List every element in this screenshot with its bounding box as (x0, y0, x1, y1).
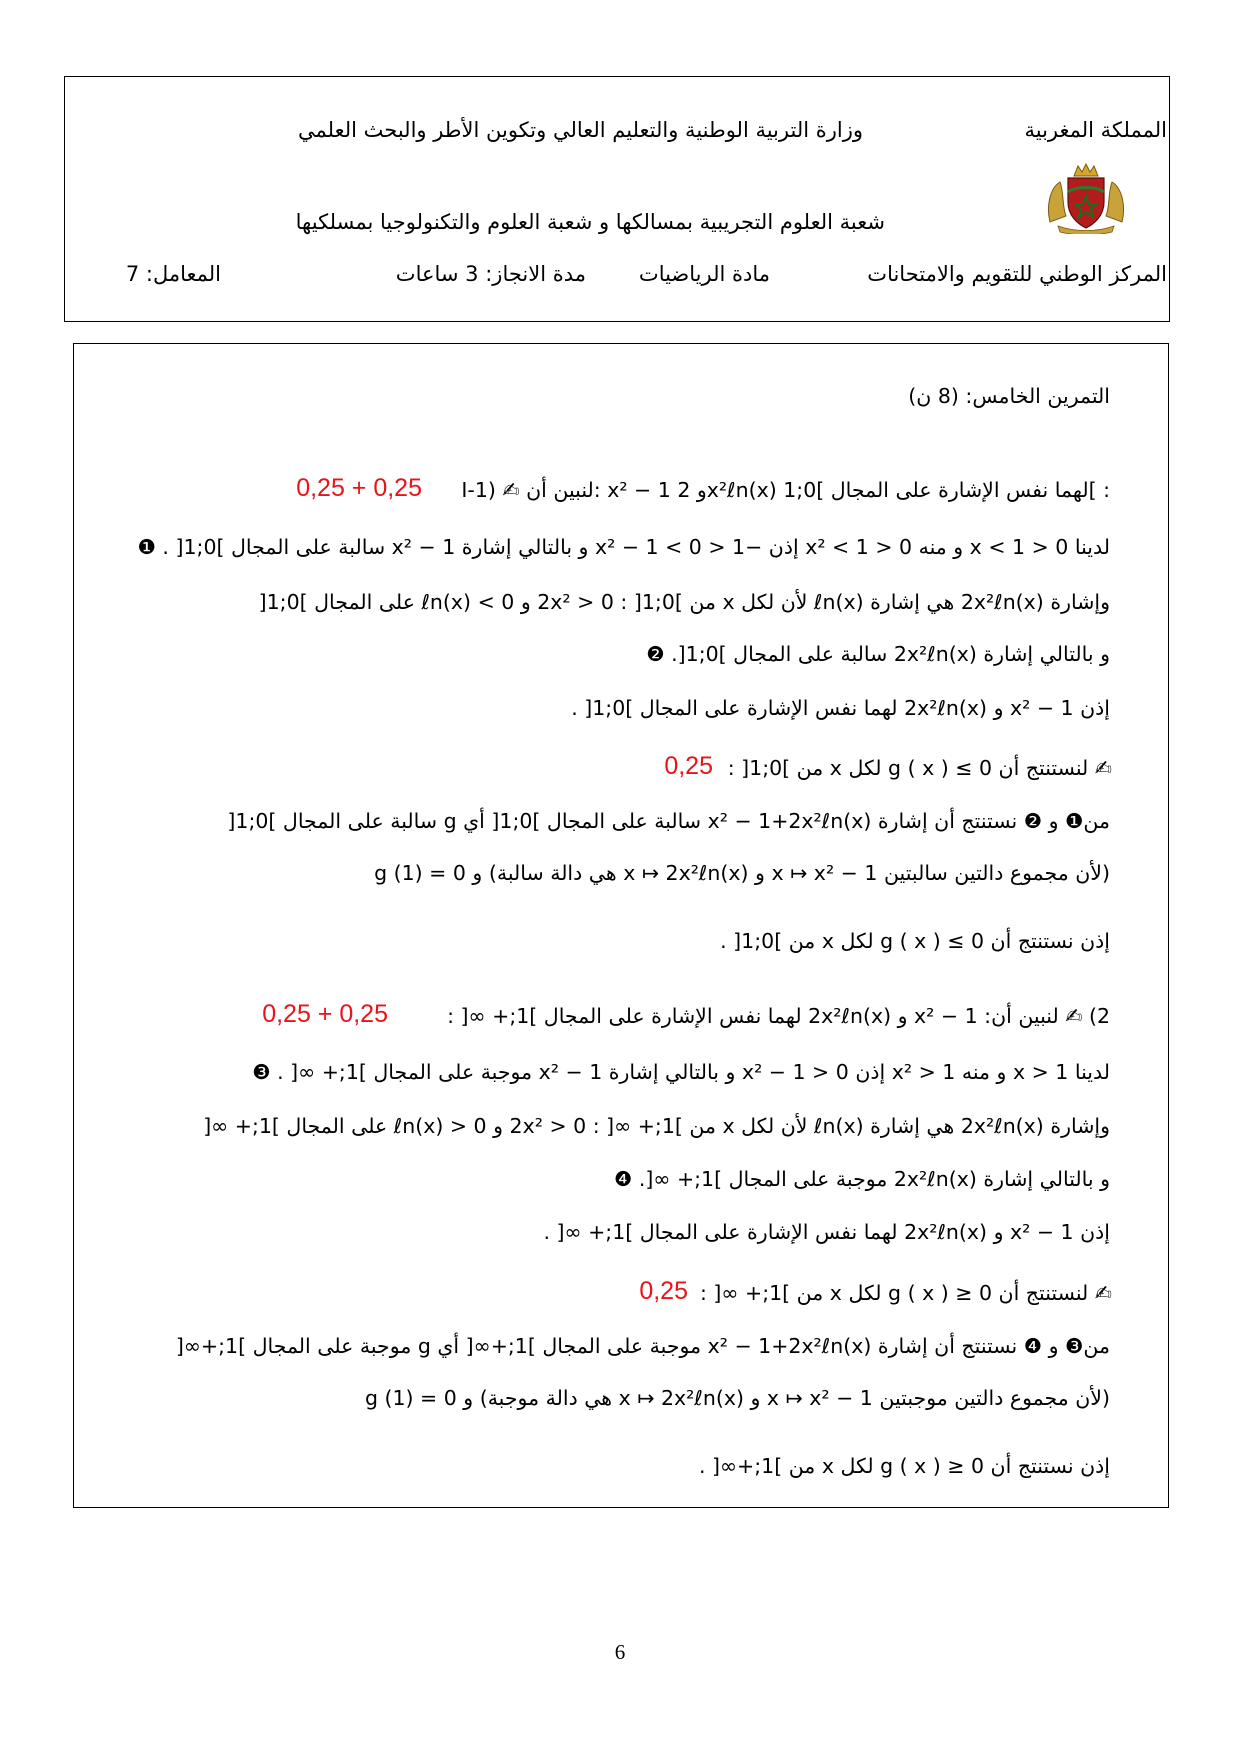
part-1-statement: I-1) ✍ لنبين أن: x² − 1 و 2x²ℓn(x) لهما نفس الإشارة على المجال ]0;1[ : (461, 478, 1110, 502)
line-11: لدينا x > 1 و منه x² > 1 إذن x² − 1 > 0 و بالتالي إشارة x² − 1 موجبة على المجال ]1;+ ∞[ . ❸ (252, 1060, 1110, 1084)
line-2: لدينا 0 < x < 1 و منه 0 < x² < 1 إذن −1 < x² − 1 < 0 و بالتالي إشارة x² − 1 سالبة على المجال ]0;1[ . ❶ (137, 535, 1110, 559)
duration-label: مدة الانجاز: 3 ساعات (395, 262, 586, 286)
line-7: من❶ و ❷ نستنتج أن إشارة x² − 1+2x²ℓn(x) سالبة على المجال ]0;1[ أي g سالبة على المجال ]0;1[ (227, 809, 1110, 833)
exercise-title: التمرين الخامس: (8 ن) (908, 384, 1110, 408)
line-16: من❸ و ❹ نستنتج أن إشارة x² − 1+2x²ℓn(x) موجبة على المجال ]1;+∞[ أي g موجبة على المجال ]1;+∞[ (175, 1334, 1110, 1358)
line-13: و بالتالي إشارة 2x²ℓn(x) موجبة على المجال ]1;+ ∞[. ❹ (613, 1167, 1110, 1191)
line-15: ✍ لنستنتج أن g ( x ) ≥ 0 لكل x من ]1;+ ∞[ : (700, 1281, 1112, 1305)
part-2-statement: 2) ✍ لنبين أن: x² − 1 و 2x²ℓn(x) لهما نفس الإشارة على المجال ]1;+ ∞[ : (447, 1004, 1110, 1028)
ministry-label: وزارة التربية الوطنية والتعليم العالي وتكوين الأطر والبحث العلمي (298, 118, 863, 142)
line-4: و بالتالي إشارة 2x²ℓn(x) سالبة على المجال ]0;1[. ❷ (646, 642, 1110, 666)
line-6: ✍ لنستنتج أن g ( x ) ≤ 0 لكل x من ]0;1[ : (727, 756, 1112, 780)
line-3: وإشارة 2x²ℓn(x) هي إشارة ℓn(x) لأن لكل x من ]0;1[ : 2x² > 0 و ℓn(x) < 0 على المجال ]0;1[ (258, 590, 1110, 614)
line-8: (لأن مجموع دالتين سالبتين x ↦ x² − 1 و x ↦ 2x²ℓn(x) هي دالة سالبة) و g (1) = 0 (374, 861, 1110, 885)
line-15-marks: 0,25 (639, 1277, 688, 1305)
subject-label: مادة الرياضيات (638, 262, 770, 286)
line-12: وإشارة 2x²ℓn(x) هي إشارة ℓn(x) لأن لكل x من ]1;+ ∞[ : 2x² > 0 و ℓn(x) > 0 على المجال ]1;+ ∞[ (203, 1114, 1110, 1138)
branch-label: شعبة العلوم التجريبية بمسالكها و شعبة العلوم والتكنولوجيا بمسلكيها (295, 210, 885, 234)
moroccan-coat-of-arms-icon (1044, 162, 1128, 234)
coefficient-label: المعامل: 7 (125, 262, 221, 286)
line-17: (لأن مجموع دالتين موجبتين x ↦ x² − 1 و x ↦ 2x²ℓn(x) هي دالة موجبة) و g (1) = 0 (364, 1386, 1110, 1410)
line-6-marks: 0,25 (664, 752, 713, 780)
center-label: المركز الوطني للتقويم والامتحانات (867, 262, 1167, 286)
exercise-frame (73, 343, 1169, 1508)
part-1-marks: 0,25 + 0,25 (296, 474, 422, 502)
line-18: إذن نستنتج أن g ( x ) ≥ 0 لكل x من ]1;+∞[ . (698, 1454, 1110, 1478)
line-14: إذن x² − 1 و 2x²ℓn(x) لهما نفس الإشارة على المجال ]1;+ ∞[ . (543, 1220, 1110, 1244)
page-number: 6 (614, 1640, 626, 1664)
line-9: إذن نستنتج أن g ( x ) ≤ 0 لكل x من ]0;1[ . (720, 929, 1110, 953)
line-5: إذن x² − 1 و 2x²ℓn(x) لهما نفس الإشارة على المجال ]0;1[ . (571, 696, 1110, 720)
kingdom-label: المملكة المغربية (1024, 118, 1167, 142)
part-2-marks: 0,25 + 0,25 (262, 1000, 388, 1028)
